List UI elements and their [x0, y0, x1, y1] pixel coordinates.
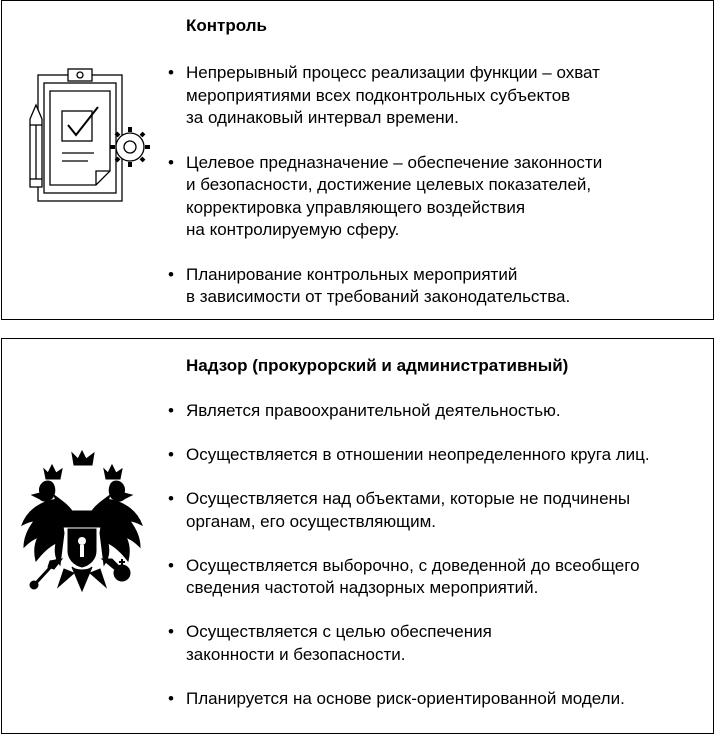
supervision-panel: [1, 338, 714, 734]
control-panel: [1, 0, 714, 320]
list-item-line: • Является правоохранительной деятельностью.: [186, 401, 561, 420]
list-item-line: • Осуществляется над объектами, которые не подчинены: [186, 489, 631, 508]
supervision-title: Надзор (прокурорский и административный): [186, 356, 569, 375]
list-item-line: законности и безопасности.: [186, 644, 406, 664]
list-item-line: • Планирование контрольных мероприятий: [186, 264, 518, 284]
list-item-line: корректировка управляющего воздействия: [186, 197, 526, 217]
list-item-line: • Осуществляется с целью обеспечения: [186, 622, 492, 641]
double-headed-eagle-emblem-icon: [18, 449, 158, 599]
list-item: [168, 400, 650, 423]
list-item: [168, 62, 602, 130]
list-item: [168, 264, 602, 309]
list-item: [168, 621, 650, 666]
list-item-line: мероприятиями всех подконтрольных субъектов: [186, 85, 571, 105]
list-item: [168, 555, 650, 600]
control-list: [168, 62, 602, 331]
clipboard-checklist-icon: [24, 67, 154, 207]
list-item-line: органам, его осуществляющим.: [186, 511, 437, 531]
list-item-line: • Целевое предназначение – обеспечение законности: [186, 152, 603, 172]
list-item-line: на контролируемую сферу.: [186, 220, 400, 239]
list-item: [168, 444, 650, 467]
list-item-line: • Осуществляется выборочно, с доведенной до всеобщего: [186, 555, 640, 575]
control-title: Контроль: [186, 16, 267, 35]
list-item-line: • Осуществляется в отношении неопределенного круга лиц.: [186, 445, 650, 464]
list-item-line: за одинаковый интервал времени.: [186, 108, 459, 127]
list-item-line: и безопасности, достижение целевых показателей,: [186, 175, 592, 194]
list-item: [168, 152, 602, 242]
list-item-line: • Непрерывный процесс реализации функции – охват: [186, 63, 600, 82]
supervision-list: [168, 400, 650, 732]
list-item-line: в зависимости от требований законодательства.: [186, 287, 571, 306]
list-item: [168, 488, 650, 533]
list-item: [168, 688, 650, 711]
list-item-line: • Планируется на основе риск-ориентированной модели.: [186, 688, 625, 708]
list-item-line: сведения частотой надзорных мероприятий.: [186, 578, 539, 597]
